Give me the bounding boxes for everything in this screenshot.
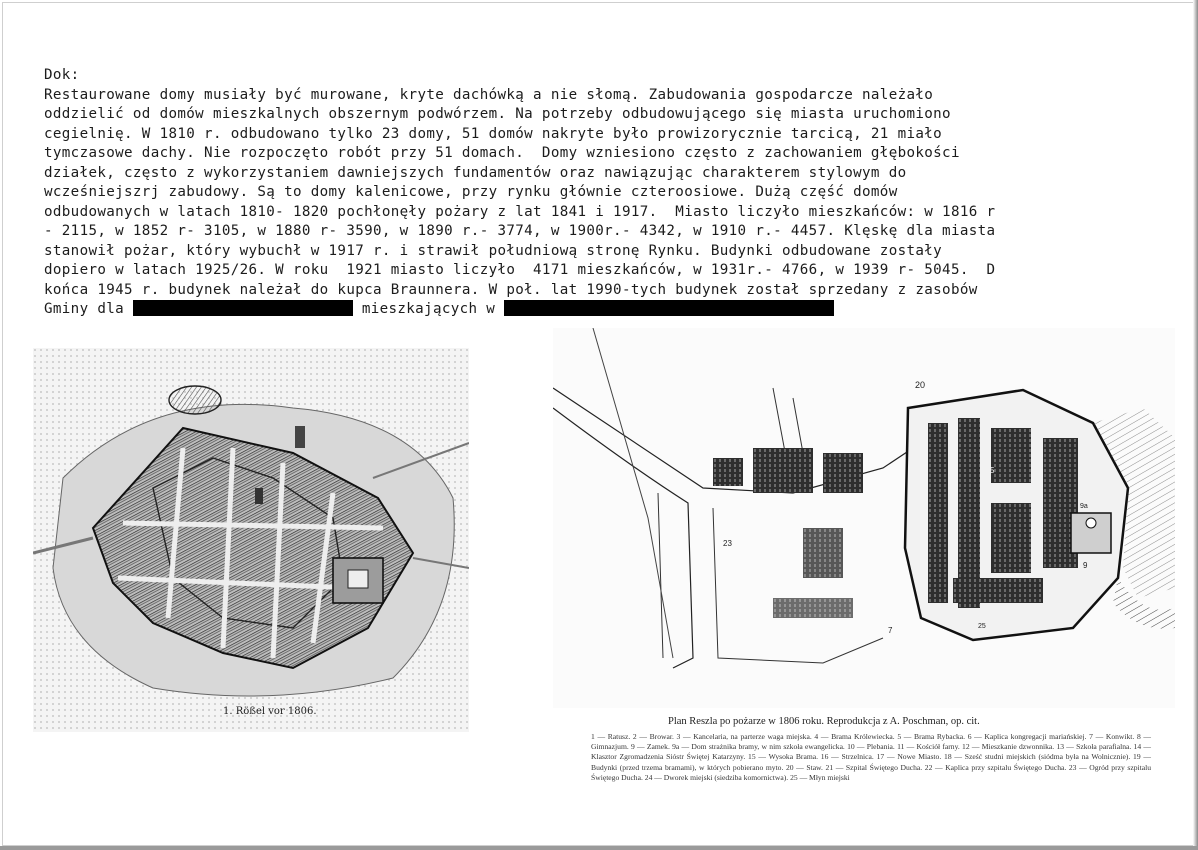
text-line: cegielnię. W 1810 r. odbudowano tylko 23 domy, 51 domów nakryte było prowizorycznie tarcicą, 21 miało: [44, 125, 943, 142]
page-bottom-edge: [0, 846, 1198, 850]
map-label: 7: [888, 626, 893, 635]
figure-caption: 1. Rößel vor 1806.: [223, 706, 317, 717]
text-line: - 2115, w 1852 r- 3105, w 1880 r- 3590, w 1890 r.- 3774, w 1900r.- 4342, w 1910 r.- 4457. Klęskę dla miasta: [44, 223, 996, 239]
map-legend: 1 — Ratusz. 2 — Browar. 3 — Kancelaria, na parterze waga miejska. 4 — Brama Królewiecka. 5 — Brama Rybacka. 6 — Kaplica kongregacji mariańskiej. 7 — Konwikt. 8 — Gimnazjum. 9 — Zamek. 9a — Dom strażnika bramy, w nim szkoła ewangelicka. 10 — Plebania. 11 — Kościół farny. 12 — Mieszkanie dzwonnika. 13 — Szkoła parafialna. 14 — Klasztor Zgromadzenia Sióstr Świętej Katarzyny. 15 — Wysoka Brama. 16 — Strzelnica. 17 — Nowe Miasto. 18 — Sześć studni miejskich (siódma była na Wolnicznie). 19 — Budynki (przed trzema bramami), w których pobierano myto. 20 — Staw. 21 — Szpital Świętego Ducha. 22 — Kaplica przy szpitalu Świętego Ducha. 23 — Ogród przy szpitalu Świętego Ducha. 24 — Dworek miejski (siedziba komornictwa). 25 — Młyn miejski: [591, 732, 1151, 782]
town-plan-map: [553, 328, 1175, 708]
text-line: odbudowanych w latach 1810- 1820 pochłonęły pożary z lat 1841 i 1917. Miasto liczyło mieszkańców: w 1816 r: [44, 203, 996, 220]
map-label: 20: [915, 380, 926, 390]
town-engraving-image: [33, 348, 469, 732]
document-heading: Dok:: [44, 67, 80, 83]
text-line-last: [44, 300, 1154, 320]
redaction-bar: [133, 300, 353, 316]
text-line: oddzielić od domów mieszkalnych obszernym podwórzem. Na potrzeby odbudowującego się miasta uruchomiono: [44, 106, 951, 122]
redaction-bar: [504, 300, 834, 316]
map-label: 9: [1083, 561, 1088, 570]
text-fragment: Gminy dla: [44, 301, 133, 317]
town-engraving-figure: [33, 348, 469, 732]
text-line: działek, często z wykorzystaniem dawniejszych fundamentów oraz nawiązując charakterem stylowym do: [44, 164, 907, 181]
map-label: 25: [978, 623, 986, 630]
document-body: [44, 66, 1154, 320]
text-line: tymczasowe dachy. Nie rozpoczęto robót przy 51 domach. Domy wzniesiono często z zachowaniem głębokości: [44, 145, 960, 161]
map-label: 5: [990, 466, 995, 475]
text-line: końca 1945 r. budynek należał do kupca Braunnera. W poł. lat 1990-tych budynek został sprzedany z zasobów: [44, 281, 978, 298]
map-label: 9a: [1080, 503, 1088, 510]
text-line: dopiero w latach 1925/26. W roku 1921 miasto liczyło 4171 mieszkańców, w 1931r.- 4766, w 1939 r- 5045. D: [44, 262, 996, 278]
page-edge-shadow: [1193, 0, 1198, 850]
text-line: Restaurowane domy musiały być murowane, kryte dachówką a nie słomą. Zabudowania gospodarcze należało: [44, 86, 934, 103]
text-line: stanowił pożar, który wybuchł w 1917 r. i strawił południową stronę Rynku. Budynki odbudowane zostały: [44, 242, 943, 259]
map-title: Plan Reszla po pożarze w 1806 roku. Reprodukcja z A. Poschman, op. cit.: [668, 716, 980, 727]
text-fragment: mieszkających w: [352, 301, 505, 317]
text-line: wcześniejszrj zabudowy. Są to domy kalenicowe, przy rynku głównie czteroosiowe. Dużą część domów: [44, 184, 898, 200]
town-plan-figure: [553, 328, 1175, 833]
map-label: 23: [723, 539, 732, 548]
